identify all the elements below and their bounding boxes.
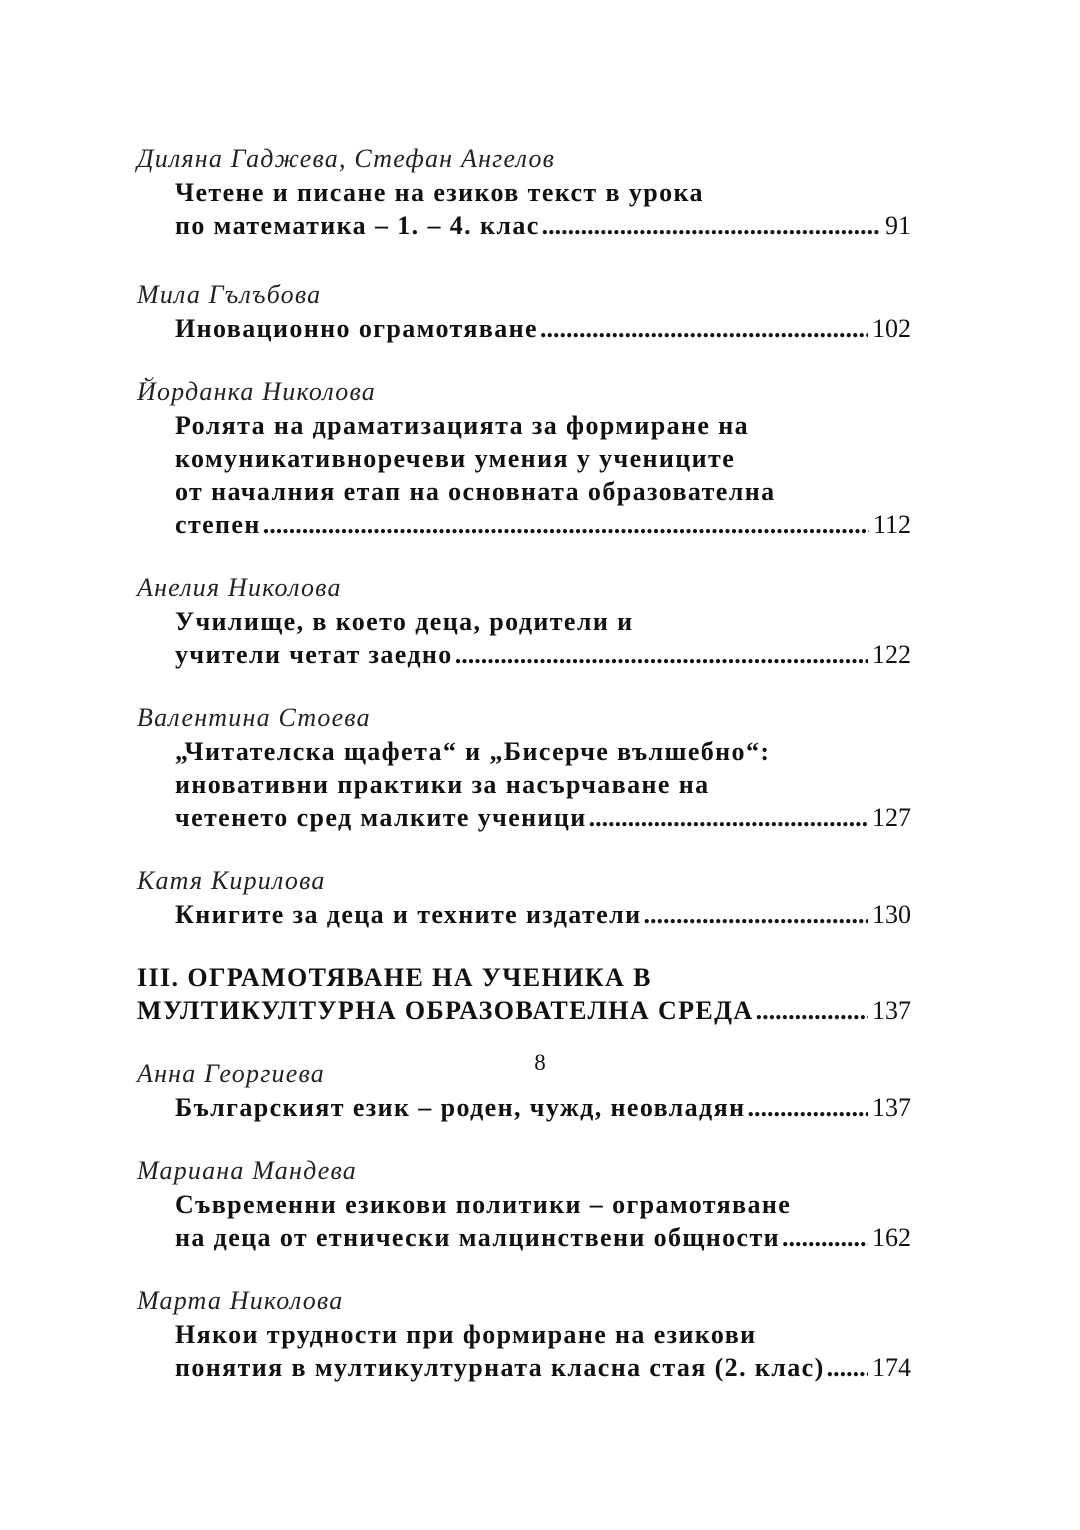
entry-title	[137, 735, 911, 834]
entry-page-number: 162	[872, 1223, 911, 1252]
title-line: Съвременни езикови политики – ограмотяване	[175, 1190, 792, 1219]
dot-leader	[589, 801, 868, 834]
toc-entry	[137, 278, 911, 345]
title-line: понятия в мултикултурната класна стая (2. клас)	[175, 1353, 825, 1382]
title-line: учители четат заедно	[175, 640, 453, 669]
title-last-line	[175, 1091, 911, 1124]
entry-author: Диляна Гаджева, Стефан Ангелов	[137, 144, 556, 173]
toc-entry	[137, 1154, 911, 1254]
entry-title	[137, 961, 911, 1027]
entry-title	[137, 1188, 911, 1254]
dot-leader	[747, 1091, 868, 1124]
dot-leader	[263, 508, 869, 541]
entry-author: Анна Георгиева	[137, 1059, 325, 1088]
title-last-line	[175, 1221, 911, 1254]
dot-leader	[644, 898, 869, 931]
toc-entry	[137, 375, 911, 541]
entry-author: Йорданка Николова	[137, 377, 376, 406]
entry-page-number: 102	[872, 314, 911, 343]
dot-leader	[756, 994, 868, 1027]
entry-page-number: 127	[872, 803, 911, 832]
dot-leader	[782, 1221, 868, 1254]
title-last-line	[175, 1351, 911, 1384]
entry-title	[137, 605, 911, 671]
title-last-line	[175, 801, 911, 834]
title-line: III. ОГРАМОТЯВАНЕ НА УЧЕНИКА В	[137, 963, 652, 992]
title-line: комуникативноречеви умения у учениците	[175, 444, 736, 473]
toc-entry	[137, 571, 911, 671]
table-of-contents	[137, 142, 911, 1414]
title-line: иновативни практики за насърчаване на	[175, 770, 710, 799]
title-line: Книгите за деца и техните издатели	[175, 900, 642, 929]
page-number: 8	[534, 1050, 546, 1075]
dot-leader	[455, 638, 868, 671]
dot-leader	[827, 1351, 868, 1384]
dot-leader	[542, 209, 881, 242]
entry-author: Анелия Николова	[137, 573, 342, 602]
title-line: Иновационно ограмотяване	[175, 314, 538, 343]
entry-title	[137, 1091, 911, 1124]
entry-page-number: 137	[872, 996, 911, 1025]
entry-title	[137, 312, 911, 345]
entry-page-number: 91	[885, 211, 911, 240]
toc-section-heading	[137, 961, 911, 1027]
title-last-line	[175, 312, 911, 345]
title-line: МУЛТИКУЛТУРНА ОБРАЗОВАТЕЛНА СРЕДА	[137, 996, 754, 1025]
title-line: Някои трудности при формиране на езикови	[175, 1320, 757, 1349]
entry-page-number: 122	[872, 640, 911, 669]
title-line: Четене и писане на езиков текст в урока	[175, 178, 704, 207]
title-line: на деца от етнически малцинствени общности	[175, 1223, 781, 1252]
title-line: „Читателска щафета“ и „Бисерче вълшебно“:	[175, 737, 771, 766]
title-last-line	[175, 898, 911, 931]
title-line: четенето сред малките ученици	[175, 803, 587, 832]
title-line: Училище, в което деца, родители и	[175, 607, 634, 636]
entry-author: Мариана Мандева	[137, 1156, 357, 1185]
title-line: Българският език – роден, чужд, неовладян	[175, 1093, 746, 1122]
entry-title	[137, 1318, 911, 1384]
entry-page-number: 174	[872, 1353, 911, 1382]
title-line: по математика – 1. – 4. клас	[175, 211, 540, 240]
entry-title	[137, 409, 911, 541]
toc-entry	[137, 1284, 911, 1384]
title-last-line	[175, 638, 911, 671]
entry-author: Мила Гълъбова	[137, 280, 322, 309]
title-last-line	[175, 508, 911, 541]
entry-page-number: 112	[872, 510, 911, 539]
title-last-line	[175, 209, 911, 242]
entry-title	[137, 176, 911, 242]
entry-title	[137, 898, 911, 931]
dot-leader	[540, 312, 868, 345]
entry-author: Валентина Стоева	[137, 703, 371, 732]
toc-entry	[137, 864, 911, 931]
title-line: степен	[175, 510, 261, 539]
title-line: Ролята на драматизацията за формиране на	[175, 411, 750, 440]
title-line: от началния етап на основната образователна	[175, 477, 776, 506]
title-last-line	[137, 994, 911, 1027]
entry-author: Катя Кирилова	[137, 866, 326, 895]
entry-page-number: 137	[872, 1093, 911, 1122]
toc-entry	[137, 701, 911, 834]
entry-page-number: 130	[872, 900, 911, 929]
entry-author: Марта Николова	[137, 1286, 344, 1315]
toc-entry	[137, 142, 911, 242]
